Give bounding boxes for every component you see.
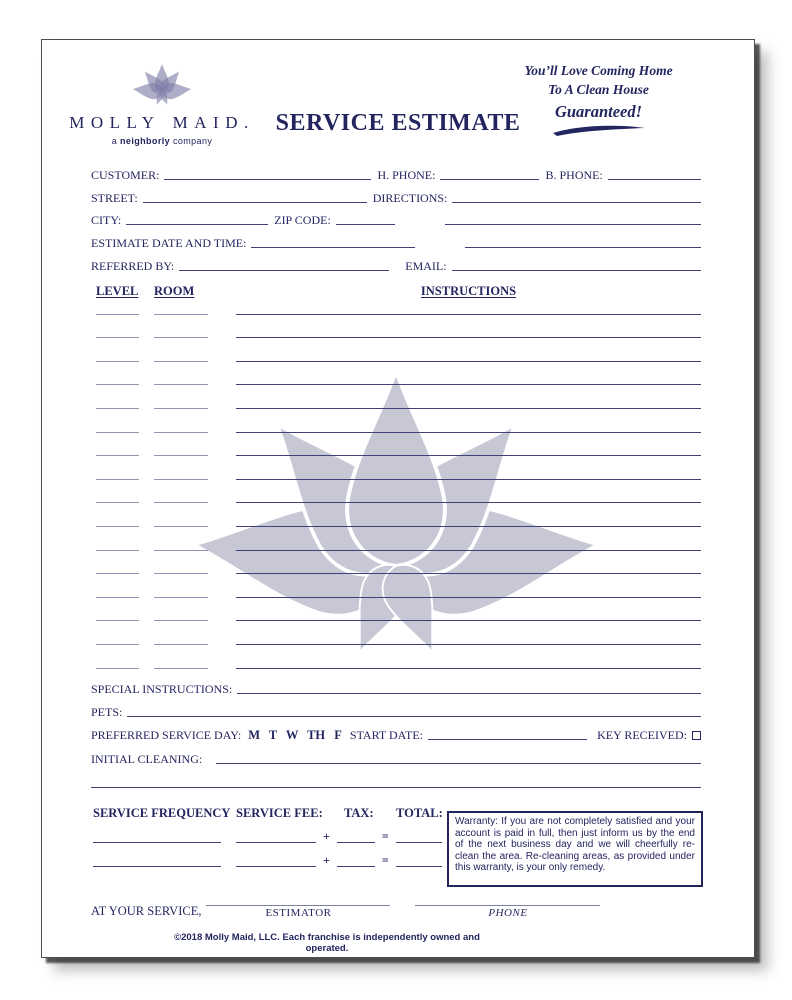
slogan-line-3: Guaranteed! [554,101,643,121]
directions-label: DIRECTIONS: [372,190,448,205]
tax-input-line[interactable] [337,866,375,867]
initial-cleaning-input-line[interactable] [216,763,701,764]
total-input-line[interactable] [396,842,442,843]
referred-by-input-line[interactable] [179,270,389,271]
at-your-service-label: AT YOUR SERVICE, [91,904,202,918]
preferred-service-day-row [91,720,701,743]
level-input-line[interactable] [96,408,139,409]
instructions-input-line[interactable] [236,479,701,480]
service-frequency-header: SERVICE FREQUENCY [93,806,231,820]
estimate-date-row [91,228,701,251]
frequency-input-line[interactable] [93,866,221,867]
tax-input-line[interactable] [337,842,375,843]
start-date-input-line[interactable] [428,739,587,740]
slogan-line-1: You’ll Love Coming Home [524,63,673,78]
phone-signature-block [415,892,600,919]
directions-continuation-line-1[interactable] [445,224,701,225]
brand-tagline: a neighborly company [111,136,213,146]
table-row [91,318,701,342]
level-input-line[interactable] [96,314,139,315]
estimate-rows [91,294,701,672]
table-row [91,624,701,648]
level-input-line[interactable] [96,337,139,338]
instructions-input-line[interactable] [236,668,701,669]
frequency-input-line[interactable] [93,842,221,843]
city-input-line[interactable] [126,224,268,225]
room-column-header: ROOM [154,284,195,298]
lotus-logo-icon [131,64,193,105]
level-input-line[interactable] [96,644,139,645]
instructions-input-line[interactable] [236,502,701,503]
pets-label: PETS: [91,704,123,719]
table-row [91,530,701,554]
equals-sign: = [381,853,389,867]
customer-info-section [91,160,701,274]
level-input-line[interactable] [96,361,139,362]
table-row [91,648,701,672]
instructions-input-line[interactable] [236,432,701,433]
tax-header: TAX: [344,806,374,820]
start-date-label: START DATE: [349,727,423,742]
customer-row [91,160,701,183]
slogan-block [491,62,706,142]
street-label: STREET: [91,190,138,205]
room-input-line[interactable] [154,526,208,527]
preferred-day-label: PREFERRED SERVICE DAY: [91,727,242,742]
service-fee-header: SERVICE FEE: [236,806,323,820]
directions-input-line[interactable] [452,202,701,203]
total-input-line[interactable] [396,866,442,867]
email-input-line[interactable] [452,270,701,271]
room-input-line[interactable] [154,455,208,456]
referred-row [91,251,701,274]
instructions-column-header: INSTRUCTIONS [420,284,517,298]
slogan-line-2: To A Clean House [548,81,649,97]
customer-label: CUSTOMER: [91,167,160,182]
table-row [91,294,701,318]
total-header: TOTAL: [396,806,443,820]
level-input-line[interactable] [96,432,139,433]
estimator-signature-line[interactable] [206,892,390,906]
instructions-input-line[interactable] [236,408,701,409]
h-phone-label: H. PHONE: [377,167,436,182]
zip-input-line[interactable] [336,224,395,225]
b-phone-label: B. PHONE: [545,167,603,182]
brand-name: MOLLY MAID. [69,113,255,132]
room-input-line[interactable] [154,432,208,433]
table-row [91,601,701,625]
equals-sign: = [381,829,389,843]
instructions-input-line[interactable] [236,455,701,456]
pricing-section [91,806,701,896]
room-input-line[interactable] [154,502,208,503]
level-input-line[interactable] [96,597,139,598]
initial-cleaning-extra-row [91,768,701,791]
plus-sign: + [323,853,330,867]
referred-by-label: REFERRED BY: [91,258,175,273]
swoosh-underline-icon [551,124,647,136]
fee-input-line[interactable] [236,842,316,843]
pricing-row [91,822,491,846]
copyright-text: ©2018 Molly Maid, LLC. Each franchise is independently owned and operated. [174,932,480,954]
street-row [91,183,701,206]
room-input-line[interactable] [154,620,208,621]
level-input-line[interactable] [96,668,139,669]
room-input-line[interactable] [154,337,208,338]
room-input-line[interactable] [154,314,208,315]
signature-section [91,892,701,919]
level-input-line[interactable] [96,502,139,503]
table-row [91,577,701,601]
instructions-input-line[interactable] [236,620,701,621]
warranty-box: Warranty: If you are not completely satisfied and your account is paid in full, then just inform us by the end of the next business day and we will cheerfully re-clean the area. Re-cleaning areas, as provided under this warranty, is your only remedy. [447,811,703,887]
instructions-input-line[interactable] [236,526,701,527]
instructions-input-line[interactable] [236,644,701,645]
city-row [91,206,701,229]
pricing-rows [91,822,491,870]
service-day-options[interactable]: M T W TH F [248,727,342,742]
initial-cleaning-row [91,744,701,767]
key-received-checkbox[interactable] [692,731,701,740]
street-input-line[interactable] [143,202,367,203]
room-input-line[interactable] [154,597,208,598]
instructions-input-line[interactable] [236,384,701,385]
table-row [91,341,701,365]
level-input-line[interactable] [96,384,139,385]
customer-input-line[interactable] [164,179,371,180]
level-input-line[interactable] [96,550,139,551]
level-column-header: LEVEL [96,284,139,298]
b-phone-input-line[interactable] [608,179,701,180]
instructions-input-line[interactable] [236,597,701,598]
table-row [91,459,701,483]
room-input-line[interactable] [154,479,208,480]
pets-row [91,697,701,720]
phone-signature-line[interactable] [415,892,600,906]
table-row [91,365,701,389]
estimate-datetime-input-line[interactable] [251,247,415,248]
level-input-line[interactable] [96,526,139,527]
table-row [91,483,701,507]
room-input-line[interactable] [154,573,208,574]
h-phone-input-line[interactable] [440,179,539,180]
service-estimate-form [41,39,755,958]
room-input-line[interactable] [154,550,208,551]
level-input-line[interactable] [96,573,139,574]
initial-cleaning-label: INITIAL CLEANING: [91,751,203,766]
level-input-line[interactable] [96,620,139,621]
table-row [91,554,701,578]
estimate-datetime-label: ESTIMATE DATE AND TIME: [91,236,247,251]
fee-input-line[interactable] [236,866,316,867]
special-instructions-row [91,674,701,697]
special-instructions-label: SPECIAL INSTRUCTIONS: [91,681,233,696]
level-input-line[interactable] [96,455,139,456]
room-input-line[interactable] [154,361,208,362]
level-input-line[interactable] [96,479,139,480]
page-title: SERVICE ESTIMATE [275,110,521,136]
phone-caption: PHONE [488,907,528,919]
table-row [91,388,701,412]
pricing-row [91,846,491,870]
key-received-label: KEY RECEIVED: [597,727,687,742]
instructions-input-line[interactable] [236,550,701,551]
table-row [91,506,701,530]
instructions-input-line[interactable] [236,337,701,338]
table-row [91,436,701,460]
room-input-line[interactable] [154,384,208,385]
special-instructions-input-line[interactable] [237,693,701,694]
zip-label: ZIP CODE: [274,213,331,228]
pets-input-line[interactable] [127,716,701,717]
room-input-line[interactable] [154,644,208,645]
instructions-input-line[interactable] [236,361,701,362]
directions-continuation-line-2[interactable] [465,247,701,248]
table-row [91,412,701,436]
email-label: EMAIL: [405,258,447,273]
room-input-line[interactable] [154,408,208,409]
instructions-input-line[interactable] [236,573,701,574]
estimator-caption: ESTIMATOR [265,907,332,919]
plus-sign: + [323,829,330,843]
initial-cleaning-continuation-line[interactable] [91,787,701,788]
estimator-signature-block [206,892,390,919]
city-label: CITY: [91,213,122,228]
room-input-line[interactable] [154,668,208,669]
instructions-input-line[interactable] [236,314,701,315]
